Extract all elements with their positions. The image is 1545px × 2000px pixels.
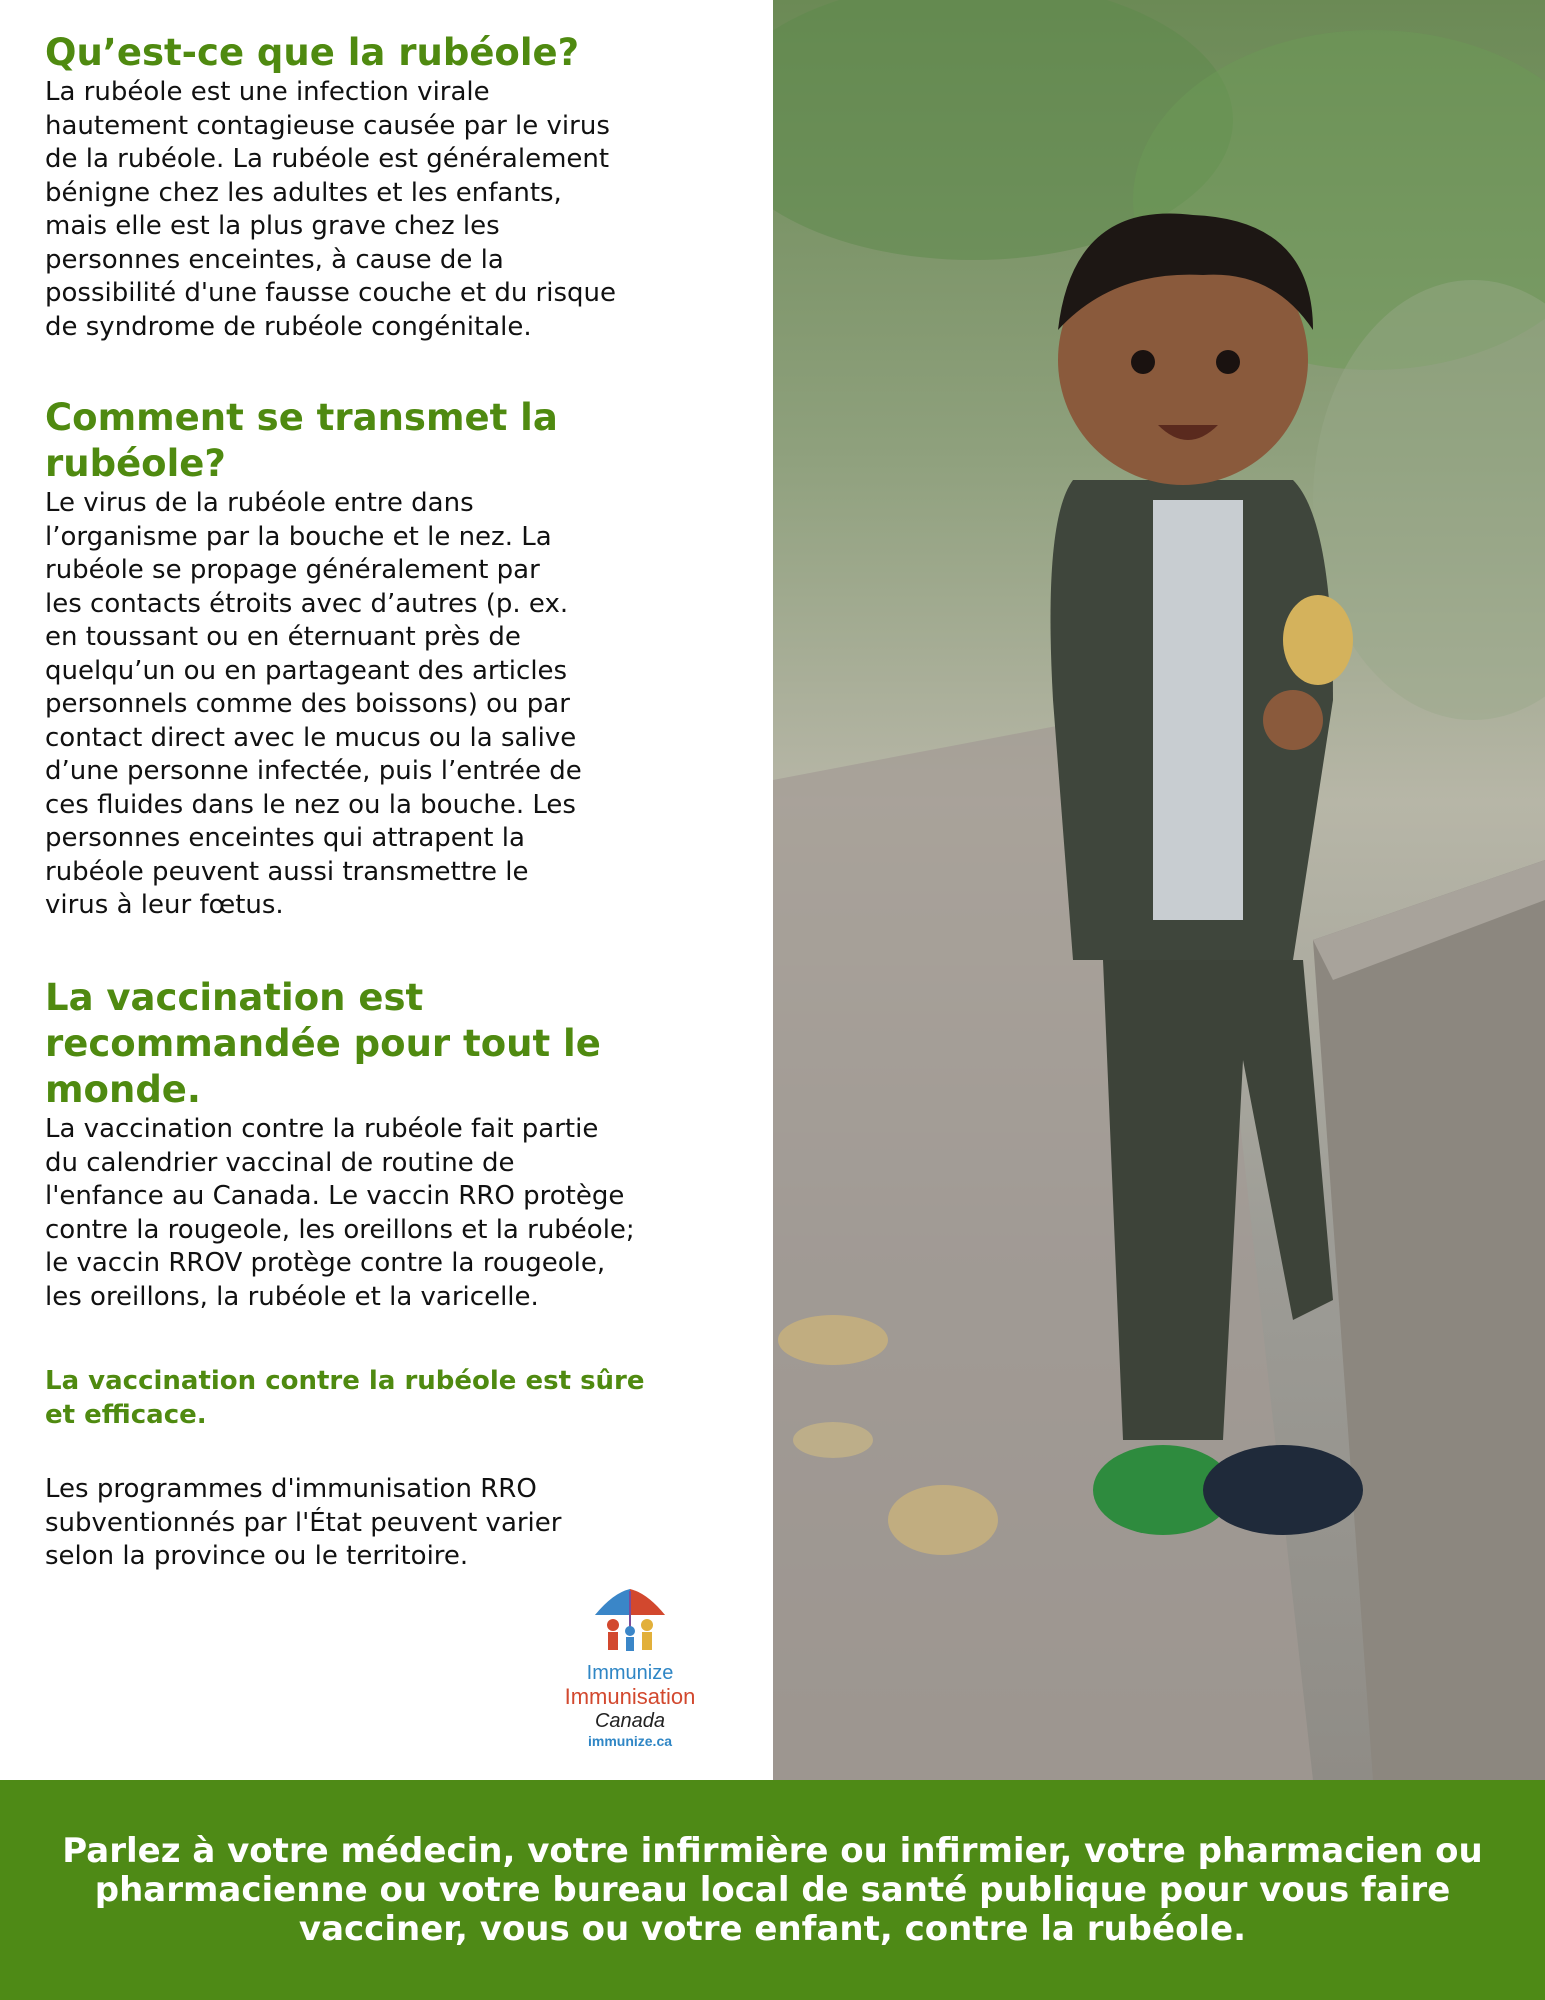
umbrella-family-icon bbox=[585, 1585, 675, 1657]
logo-text-canada: Canada bbox=[594, 1710, 666, 1732]
highlight-text: La vaccination contre la rubéole est sûre et efficace. bbox=[45, 1366, 645, 1430]
safety-highlight bbox=[45, 1365, 645, 1432]
section-heading: La vaccination est recommandée pour tout le monde. bbox=[45, 976, 601, 1111]
logo-text-english: Immunize bbox=[586, 1662, 674, 1684]
section-body: Le virus de la rubéole entre dans l’organisme par la bouche et le nez. La rubéole se propage généralement par les contacts étroits avec d’autres (p. ex. en toussant ou en éternuant près de quelqu’un ou en partageant des articles personnels comme des boissons) ou par contact direct avec le mucus ou la salive d’une personne infectée, puis l’entrée de ces fluides dans le nez ou la bouche. Les personnes enceintes qui attrapent la rubéole peuvent aussi transmettre le virus à leur fœtus. bbox=[45, 488, 582, 920]
section-body: La rubéole est une infection virale hautement contagieuse causée par le virus de la rubéole. La rubéole est généralement bénigne chez les adultes et les enfants, mais elle est la plus grave chez les personnes enceintes, à cause de la possibilité d'une fausse couche et du risque de syndrome de rubéole congénitale. bbox=[45, 77, 616, 342]
child-photo bbox=[773, 0, 1545, 1780]
logo-text-french: Immunisation bbox=[564, 1684, 696, 1709]
section-heading: Comment se transmet la rubéole? bbox=[45, 396, 558, 485]
child-illustration bbox=[773, 0, 1545, 1780]
section-heading: Qu’est-ce que la rubéole? bbox=[45, 31, 580, 74]
section-transmission bbox=[45, 395, 582, 923]
immunize-canada-logo bbox=[540, 1585, 720, 1749]
call-to-action-banner bbox=[0, 1780, 1545, 2000]
logo-url: immunize.ca bbox=[587, 1733, 673, 1749]
note-text: Les programmes d'immunisation RRO subventionnés par l'État peuvent varier selon la province ou le territoire. bbox=[45, 1474, 562, 1571]
section-vaccination bbox=[45, 975, 635, 1314]
program-note bbox=[45, 1473, 561, 1574]
section-what-is-rubella bbox=[45, 30, 616, 344]
call-to-action-text: Parlez à votre médecin, votre infirmière ou infirmier, votre pharmacien ou pharmacienne ou votre bureau local de santé publique pour vous faire vacciner, vous ou votre enfant, contre la rubéole. bbox=[62, 1830, 1483, 1949]
section-body: La vaccination contre la rubéole fait partie du calendrier vaccinal de routine de l'enfance au Canada. Le vaccin RRO protège contre la rougeole, les oreillons et la rubéole; le vaccin RROV protège contre la rougeole, les oreillons, la rubéole et la varicelle. bbox=[45, 1114, 635, 1312]
